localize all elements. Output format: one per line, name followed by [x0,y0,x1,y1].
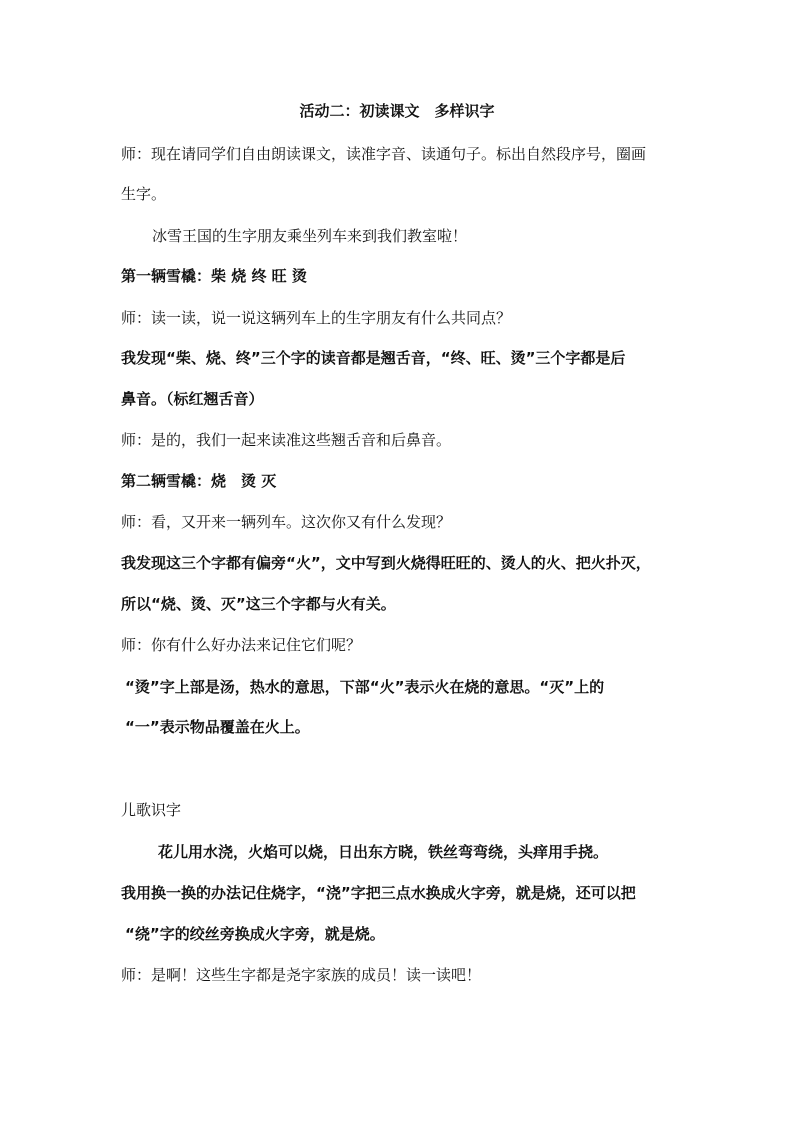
teacher-line: 师：看，又开来一辆列车。这次你又有什么发现？ [121,513,452,531]
teacher-line: 师：现在请同学们自由朗读课文，读准字音、读通句子。标出自然段序号，圈画 [121,145,647,163]
teacher-line: 师：读一读，说一说这辆列车上的生字朋友有什么共同点？ [121,309,512,327]
rhyme-line: 花儿用水浇，火焰可以烧，日出东方晓，铁丝弯弯绕，头痒用手挠。 [158,843,609,861]
sled-two-line: 第二辆雪橇：烧 烫 灭 [121,472,277,490]
student-line: 我发现这三个字都有偏旁“火”，文中写到火烧得旺旺的、烫人的火、把火扑灭， [121,554,651,572]
teacher-line: 师：你有什么好办法来记住它们呢？ [121,636,362,654]
section-heading: 儿歌识字 [121,801,182,819]
intro-line: 冰雪王国的生字朋友乘坐列车来到我们教室啦！ [152,227,468,245]
sled-one-line: 第一辆雪橇：柴 烧 终 旺 烫 [121,267,307,285]
page-title: 活动二：初读课文 多样识字 [299,102,495,120]
student-line-cont: 鼻音。（标红翘舌音） [121,390,264,408]
student-line-cont: “绕”字的绞丝旁换成火字旁，就是烧。 [125,925,385,943]
student-line-cont: “一”表示物品覆盖在火上。 [125,718,310,736]
student-line-cont: 所以“烧、烫、灭”这三个字都与火有关。 [121,595,396,613]
teacher-line-cont: 生字。 [121,185,167,203]
student-line: 我发现“柴、烧、终”三个字的读音都是翘舌音，“终、旺、烫”三个字都是后 [121,349,626,367]
teacher-line: 师：是啊！这些生字都是尧字家族的成员！读一读吧！ [121,966,482,984]
teacher-line: 师：是的，我们一起来读准这些翘舌音和后鼻音。 [121,431,452,449]
student-line: “烫”字上部是汤，热水的意思，下部“火”表示火在烧的意思。“灭”上的 [125,678,605,696]
student-line: 我用换一换的办法记住烧字，“浇”字把三点水换成火字旁，就是烧，还可以把 [121,884,636,902]
